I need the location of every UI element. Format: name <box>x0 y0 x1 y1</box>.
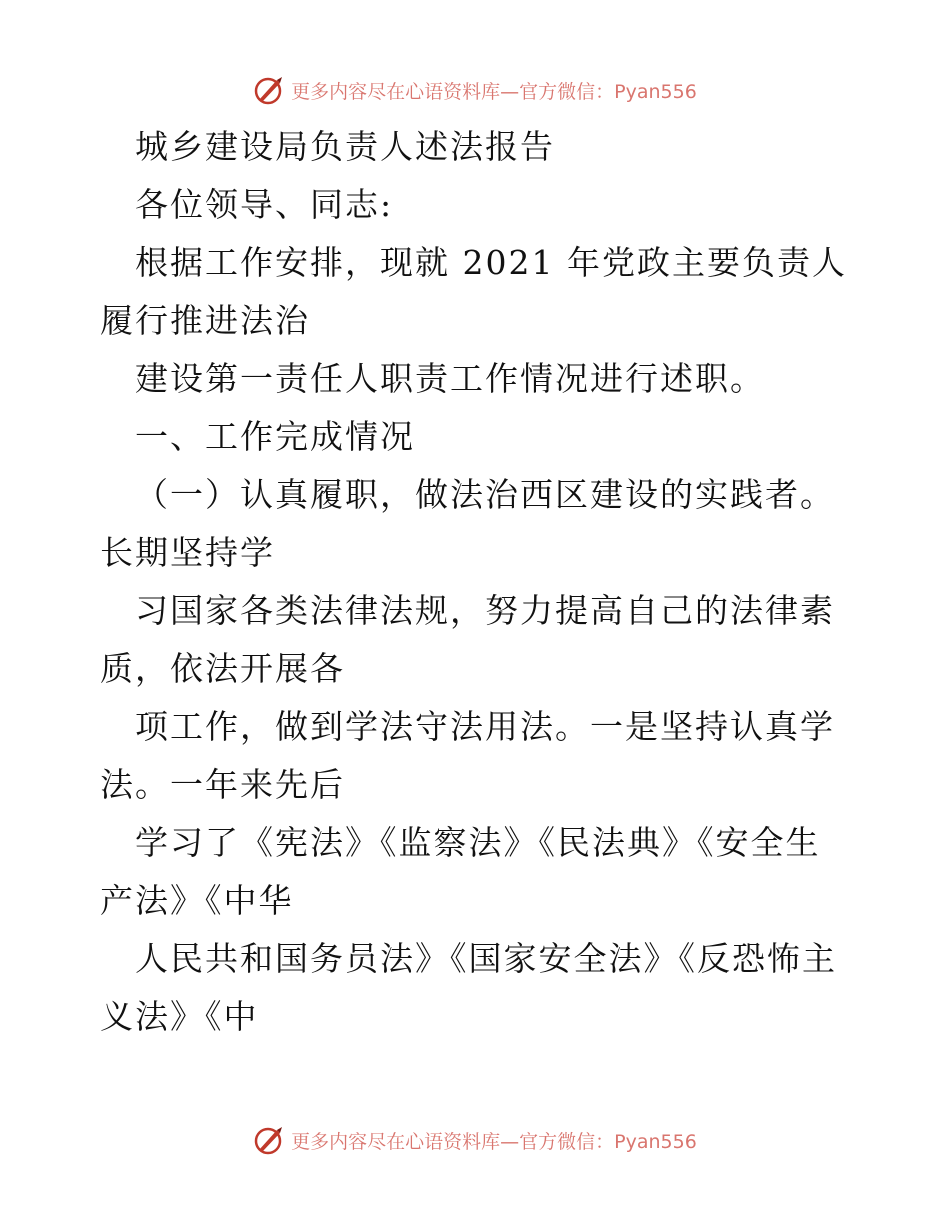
quill-logo-icon <box>253 74 285 106</box>
watermark-text: 更多内容尽在心语资料库—官方微信：Pyan556 <box>291 1130 697 1153</box>
paragraph: 建设第一责任人职责工作情况进行述职。 <box>135 359 765 398</box>
document-title: 城乡建设局负责人述法报告 <box>135 127 555 166</box>
paragraph: 习国家各类法律法规，努力提高自己的法律素质，依法开展各 <box>100 591 835 688</box>
watermark-text: 更多内容尽在心语资料库—官方微信：Pyan556 <box>291 80 697 103</box>
paragraph: 根据工作安排，现就 2021 年党政主要负责人履行推进法治 <box>100 243 847 340</box>
salutation: 各位领导、同志: <box>135 185 394 224</box>
paragraph: （一）认真履职，做法治西区建设的实践者。长期坚持学 <box>100 475 835 572</box>
header-watermark <box>0 70 950 110</box>
paragraph: 项工作，做到学法守法用法。一是坚持认真学法。一年来先后 <box>100 707 835 804</box>
watermark-group <box>253 74 697 106</box>
paragraph: 人民共和国务员法》《国家安全法》《反恐怖主义法》《中 <box>100 939 837 1036</box>
footer-watermark <box>0 1120 950 1160</box>
paragraph: 学习了《宪法》《监察法》《民法典》《安全生产法》《中华 <box>100 823 821 920</box>
quill-logo-icon <box>253 1124 285 1156</box>
section-heading: 一、工作完成情况 <box>135 417 415 456</box>
watermark-group <box>253 1124 697 1156</box>
document-body <box>0 118 950 1046</box>
